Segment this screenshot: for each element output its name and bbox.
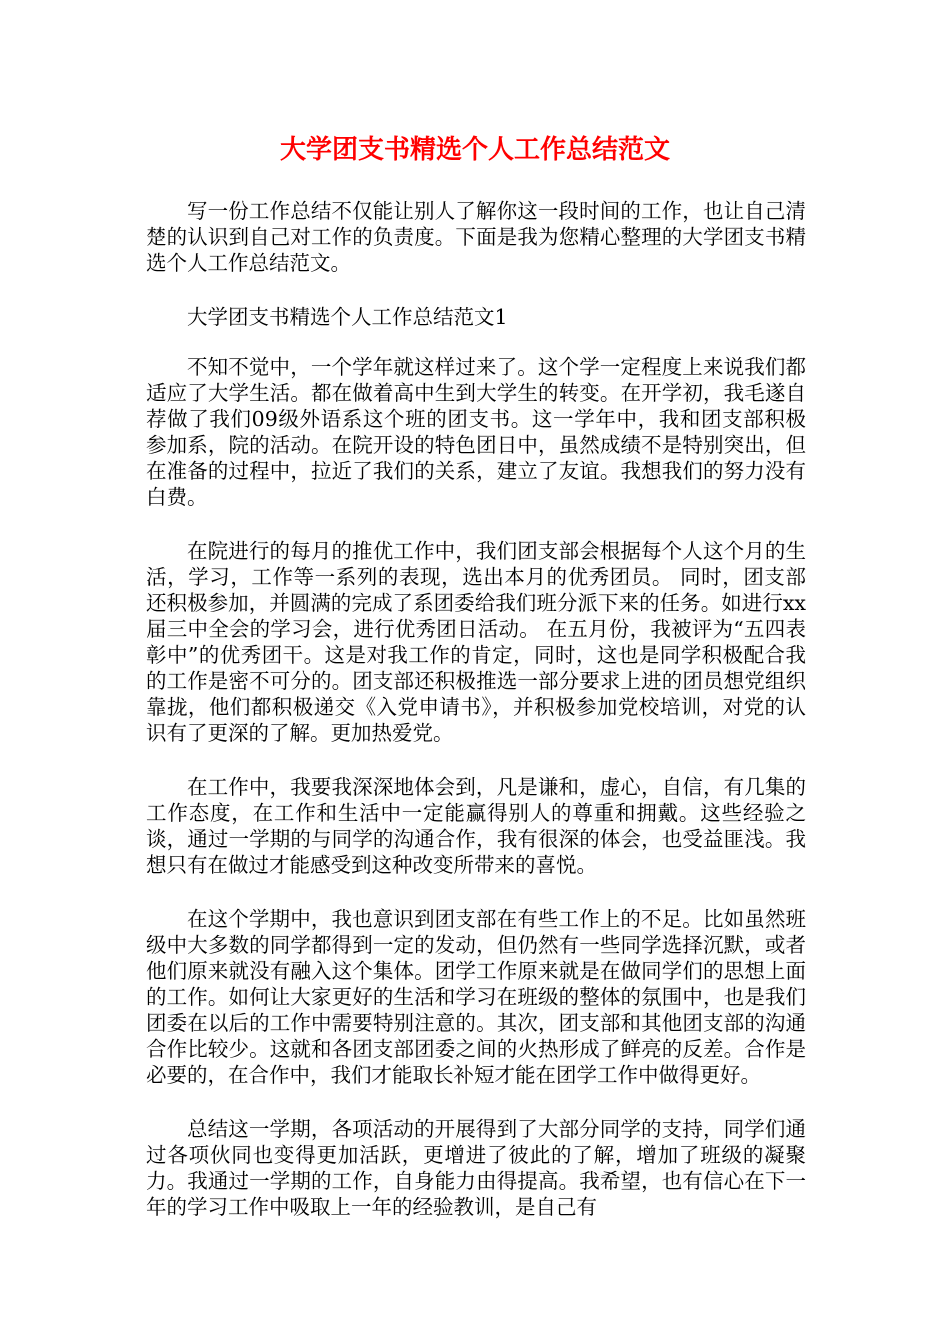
body-paragraph: 不知不觉中，一个学年就这样过来了。这个学一定程度上来说我们都适应了大学生活。都在做着高中生到大学生的转变。在开学初，我毛遂自荐做了我们09级外语系这个班的团支书。这一学年中，我和团支部积极参加系，院的活动。在院开设的特色团日中，虽然成绩不是特别突出，但在准备的过程中，拉近了我们的关系，建立了友谊。我想我们的努力没有白费。 <box>146 355 806 509</box>
document-body <box>146 198 806 1248</box>
body-paragraph: 在工作中，我要我深深地体会到，凡是谦和，虚心，自信，有几集的工作态度，在工作和生活中一定能赢得别人的尊重和拥戴。这些经验之谈，通过一学期的与同学的沟通合作，我有很深的体会，也受益匪浅。我想只有在做过才能感受到这种改变所带来的喜悦。 <box>146 775 806 877</box>
section-heading: 大学团支书精选个人工作总结范文1 <box>187 305 508 329</box>
intro-paragraph: 写一份工作总结不仅能让别人了解你这一段时间的工作，也让自己清楚的认识到自己对工作的负责度。下面是我为您精心整理的大学团支书精选个人工作总结范文。 <box>146 199 806 275</box>
document-title: 大学团支书精选个人工作总结范文 <box>279 135 670 165</box>
body-paragraph: 在这个学期中，我也意识到团支部在有些工作上的不足。比如虽然班级中大多数的同学都得到一定的发动，但仍然有一些同学选择沉默，或者他们原来就没有融入这个集体。团学工作原来就是在做同学们的思想上面的工作。如何让大家更好的生活和学习在班级的整体的氛围中，也是我们团委在以后的工作中需要特别注意的。其次，团支部和其他团支部的沟通合作比较少。这就和各团支部团委之间的火热形成了鲜亮的反差。合作是必要的，在合作中，我们才能取长补短才能在团学工作中做得更好。 <box>146 907 806 1087</box>
body-paragraph: 总结这一学期，各项活动的开展得到了大部分同学的支持，同学们通过各项伙同也变得更加活跃，更增进了彼此的了解，增加了班级的凝聚力。我通过一学期的工作，自身能力由得提高。我希望，也有信心在下一年的学习工作中吸取上一年的经验教训，是自己有 <box>146 1117 806 1219</box>
body-paragraph: 在院进行的每月的推优工作中，我们团支部会根据每个人这个月的生活，学习，工作等一系列的表现，选出本月的优秀团员。 同时，团支部还积极参加，并圆满的完成了系团委给我们班分派下来的任务。如进行xx届三中全会的学习会，进行优秀团日活动。 在五月份，我被评为“五四表彰中”的优秀团干。这是对我工作的肯定，同时，这也是同学积极配合我的工作是密不可分的。团支部还积极推选一部分要求上进的团员想党组织靠拢，他们都积极递交《入党申请书》，并积极参加党校培训，对党的认识有了更深的了解。更加热爱党。 <box>146 539 806 745</box>
